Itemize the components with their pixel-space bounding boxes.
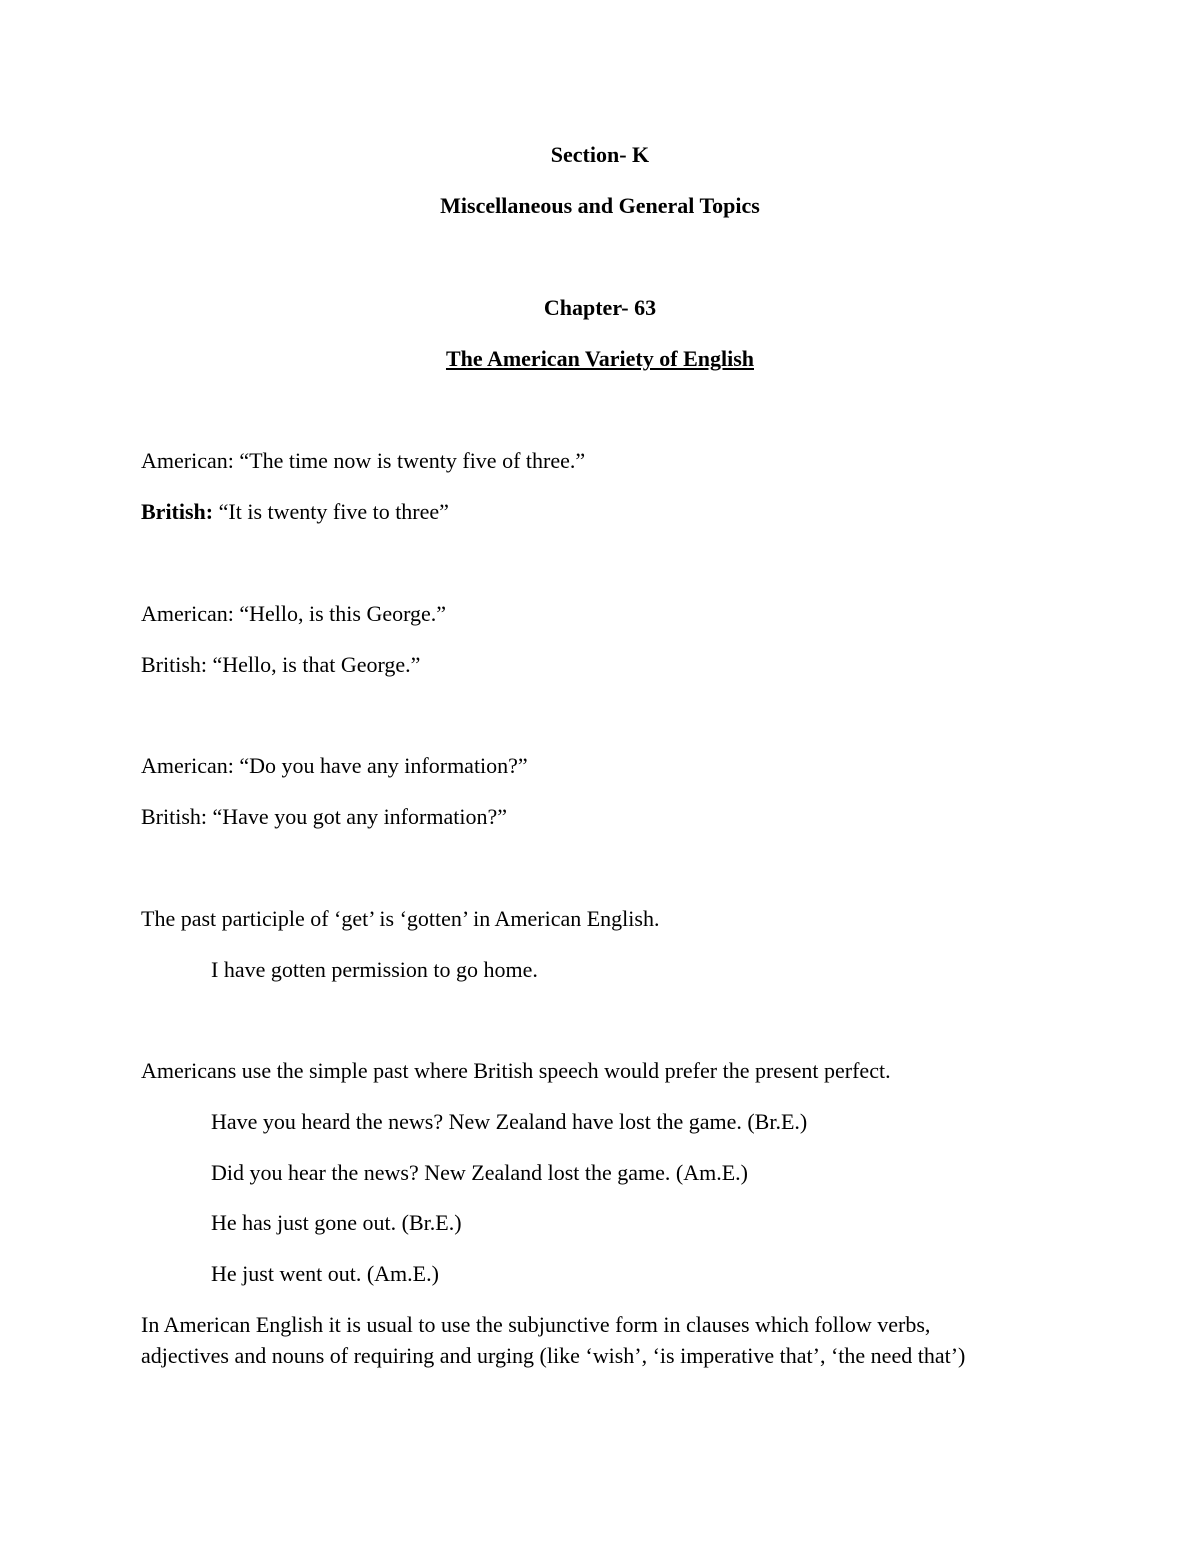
example-3-american <box>141 753 528 779</box>
american-quote: “Do you have any information?” <box>239 753 528 778</box>
british-quote: “It is twenty five to three” <box>218 499 449 524</box>
american-label: American: <box>141 601 234 626</box>
simple-past-statement: Americans use the simple past where British speech would prefer the present perfect. <box>141 1058 891 1083</box>
section-title: Miscellaneous and General Topics <box>440 193 760 218</box>
subjunctive-line-1: In American English it is usual to use the subjunctive form in clauses which follow verbs, <box>141 1312 931 1337</box>
american-label: American: <box>141 753 234 778</box>
example-2-american <box>141 601 446 627</box>
example-3-british <box>141 804 507 830</box>
american-label: American: <box>141 448 234 473</box>
simple-past-example-4: He just went out. (Am.E.) <box>211 1261 439 1286</box>
chapter-title: The American Variety of English <box>445 346 754 371</box>
chapter-heading: Chapter- 63 <box>543 295 657 320</box>
section-heading: Section- K <box>550 142 650 167</box>
british-label: British: <box>141 804 208 829</box>
example-1-british <box>141 499 449 525</box>
american-quote: “The time now is twenty five of three.” <box>239 448 586 473</box>
example-2-british <box>141 652 420 678</box>
british-label: British: <box>141 652 208 677</box>
past-participle-statement: The past participle of ‘get’ is ‘gotten’ in American English. <box>141 906 660 931</box>
british-quote: “Have you got any information?” <box>212 804 507 829</box>
subjunctive-line-2: adjectives and nouns of requiring and urging (like ‘wish’, ‘is imperative that’, ‘the need that’) <box>141 1343 966 1368</box>
past-participle-example: I have gotten permission to go home. <box>211 957 538 982</box>
example-1-american <box>141 448 585 474</box>
simple-past-example-2: Did you hear the news? New Zealand lost the game. (Am.E.) <box>211 1160 748 1185</box>
british-label: British: <box>141 499 214 524</box>
simple-past-example-1: Have you heard the news? New Zealand have lost the game. (Br.E.) <box>211 1109 808 1134</box>
british-quote: “Hello, is that George.” <box>212 652 421 677</box>
american-quote: “Hello, is this George.” <box>239 601 447 626</box>
simple-past-example-3: He has just gone out. (Br.E.) <box>211 1210 462 1235</box>
